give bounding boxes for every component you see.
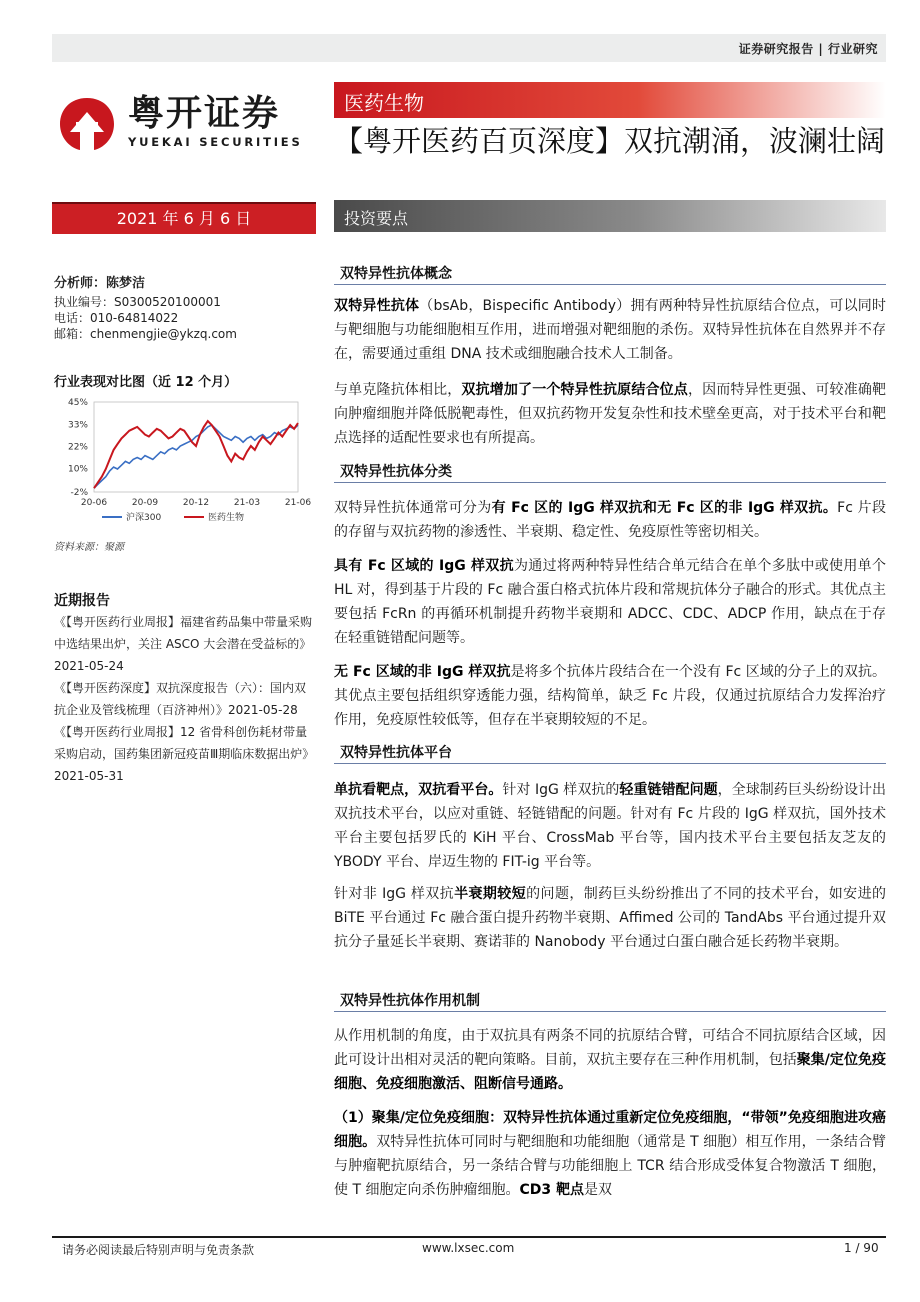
bold-term: 单抗看靶点，双抗看平台。 bbox=[334, 782, 503, 798]
footer-divider bbox=[52, 1236, 886, 1238]
section-heading-mechanism bbox=[334, 989, 886, 1012]
section-heading-classification bbox=[334, 460, 886, 483]
y-tick-label: 10% bbox=[67, 464, 88, 475]
recent-report-item[interactable]: 《【粤开医药行业周报】12 省骨科创伤耗材带量采购启动，国药集团新冠疫苗Ⅲ期临床数据出炉》2021-05-31 bbox=[54, 725, 315, 783]
page-number: 1 / 90 bbox=[844, 1241, 879, 1255]
sector-banner bbox=[334, 82, 886, 118]
bold-term: 双特异性抗体 bbox=[334, 298, 420, 314]
report-type-tag: 证券研究报告 | 行业研究 bbox=[738, 42, 878, 56]
performance-chart bbox=[54, 390, 312, 536]
section-heading-text: 双特异性抗体概念 bbox=[340, 266, 452, 282]
y-tick-label: 22% bbox=[67, 442, 88, 453]
chart-source: 资料来源：聚源 bbox=[54, 542, 124, 553]
logo-mark-icon bbox=[56, 94, 118, 152]
recent-reports-list bbox=[54, 611, 316, 787]
company-logo bbox=[56, 94, 312, 152]
series-line-1 bbox=[94, 421, 298, 488]
analyst-cert: 执业编号：S0300520100001 bbox=[54, 295, 221, 309]
x-tick-label: 20-06 bbox=[80, 498, 108, 508]
footer-disclaimer: 请务必阅读最后特别声明与免责条款 bbox=[62, 1243, 255, 1257]
y-tick-label: 45% bbox=[67, 398, 88, 408]
paragraph-concept-2: 与单克隆抗体相比，双抗增加了一个特异性抗原结合位点，因而特异性更强、可较准确靶向肿瘤细胞并降低脱靶毒性，但双抗药物开发复杂性和技术壁垒更高，对于技术平台和靶点选择的适配性要求也有所提高。 bbox=[334, 382, 887, 446]
report-date: 2021 年 6 月 6 日 bbox=[52, 202, 316, 234]
top-banner bbox=[52, 34, 886, 62]
report-title: 【粤开医药百页深度】双抗潮涌，波澜壮阔 bbox=[334, 124, 886, 158]
bold-term: 聚集/定位免疫细胞、免疫细胞激活、阻断信号通路。 bbox=[334, 1052, 886, 1092]
section-heading-text: 双特异性抗体分类 bbox=[340, 464, 452, 480]
x-tick-label: 20-09 bbox=[131, 498, 159, 508]
paragraph-platform-1: 单抗看靶点，双抗看平台。针对 IgG 样双抗的轻重链错配问题，全球制药巨头纷纷设计出双抗技术平台，以应对重链、轻链错配的问题。针对有 Fc 片段的 IgG 样双抗，国外技术平台主要包括罗氏的 KiH 平台、CrossMab 平台等，国内技术平台主要包括友芝友的 YBODY 平台、岸迈生物的 FIT-ig 平台等。 bbox=[334, 782, 887, 870]
bold-term: 双抗增加了一个特异性抗原结合位点 bbox=[461, 382, 688, 398]
y-tick-label: -2% bbox=[70, 488, 88, 498]
investment-summary-label: 投资要点 bbox=[344, 209, 409, 228]
bold-term: 具有 Fc 区域的 IgG 样双抗 bbox=[334, 558, 514, 574]
paragraph-mechanism-2: （1）聚集/定位免疫细胞：双特异性抗体通过重新定位免疫细胞，“带领”免疫细胞进攻癌细胞。双特异性抗体可同时与靶细胞和功能细胞（通常是 T 细胞）相互作用，一条结合臂与肿瘤靶抗原结合，另一条结合臂与功能细胞上 TCR 结合形成受体复合物激活 T 细胞，使 T 细胞定向杀伤肿瘤细胞。CD3 靶点是双 bbox=[334, 1110, 887, 1198]
bold-term: 无 Fc 区域的非 IgG 样双抗 bbox=[334, 664, 511, 680]
x-tick-label: 21-06 bbox=[284, 498, 312, 508]
bold-term: 半衰期较短 bbox=[454, 886, 527, 902]
paragraph-classification-1: 双特异性抗体通常可分为有 Fc 区的 IgG 样双抗和无 Fc 区的非 IgG 样双抗。Fc 片段的存留与双抗药物的渗透性、半衰期、稳定性、免疫原性等密切相关。 bbox=[334, 500, 887, 540]
analyst-phone: 电话：010-64814022 bbox=[54, 311, 179, 325]
footer-website-link[interactable]: www.lxsec.com bbox=[422, 1241, 515, 1255]
bold-term: CD3 靶点 bbox=[519, 1182, 584, 1198]
logo-chinese-name: 粤开证券 bbox=[128, 93, 281, 134]
paragraph-classification-3: 无 Fc 区域的非 IgG 样双抗是将多个抗体片段结合在一个没有 Fc 区域的分子上的双抗。其优点主要包括组织穿透能力强，结构简单，缺乏 Fc 片段，仅通过抗原结合力发挥治疗作用，免疫原性较低等，但存在半衰期较短的不足。 bbox=[334, 664, 886, 728]
analyst-name: 分析师：陈梦洁 bbox=[54, 276, 146, 291]
paragraph-platform-2: 针对非 IgG 样双抗半衰期较短的问题，制药巨头纷纷推出了不同的技术平台，如安进的 BiTE 平台通过 Fc 融合蛋白提升药物半衰期、Affimed 公司的 TandAbs 平台通过提升双抗分子量延长半衰期、赛诺菲的 Nanobody 平台通过白蛋白融合延长药物半衰期。 bbox=[334, 886, 887, 950]
recent-report-item[interactable]: 《【粤开医药深度】双抗深度报告（六）：国内双抗企业及管线梳理（百济神州）》2021-05-28 bbox=[54, 681, 307, 717]
y-tick-label: 33% bbox=[67, 420, 88, 431]
paragraph-classification-2: 具有 Fc 区域的 IgG 样双抗为通过将两种特异性结合单元结合在单个多肽中或使用单个 HL 对，得到基于片段的 Fc 融合蛋白格式抗体片段和常规抗体分子融合的形式。其优点主要包括 FcRn 的再循环机制提升药物半衰期和 ADCC、CDC、ADCP 作用，缺点在于存在轻重链错配问题等。 bbox=[334, 558, 886, 646]
bold-term: （1）聚集/定位免疫细胞：双特异性抗体通过重新定位免疫细胞，“带领”免疫细胞进攻癌细胞。 bbox=[334, 1110, 886, 1150]
legend-label: 医药生物 bbox=[208, 513, 245, 523]
sector-label: 医药生物 bbox=[344, 91, 424, 115]
section-heading-platform bbox=[334, 741, 886, 764]
analyst-info bbox=[54, 276, 314, 342]
analyst-email: 邮箱：chenmengjie@ykzq.com bbox=[54, 327, 237, 341]
section-heading-text: 双特异性抗体作用机制 bbox=[340, 993, 480, 1009]
x-tick-label: 21-03 bbox=[233, 498, 261, 508]
chart-title: 行业表现对比图（近 12 个月） bbox=[54, 375, 238, 390]
bold-term: 轻重链错配问题 bbox=[619, 782, 718, 798]
logo-english-name: YUEKAI SECURITIES bbox=[128, 135, 303, 149]
section-heading-text: 双特异性抗体平台 bbox=[340, 745, 452, 761]
x-tick-label: 20-12 bbox=[182, 498, 210, 508]
recent-report-item[interactable]: 《【粤开医药行业周报】福建省药品集中带量采购中选结果出炉，关注 ASCO 大会潜在受益标的》2021-05-24 bbox=[54, 615, 313, 673]
paragraph-concept-1: 双特异性抗体（bsAb，Bispecific Antibody）拥有两种特异性抗原结合位点，可以同时与靶细胞与功能细胞相互作用，进而增强对靶细胞的杀伤。双特异性抗体在自然界并不存在，需要通过重组 DNA 技术或细胞融合技术人工制备。 bbox=[334, 298, 887, 362]
bold-term: 有 Fc 区的 IgG 样双抗和无 Fc 区的非 IgG 样双抗。 bbox=[491, 500, 838, 516]
section-heading-concept bbox=[334, 262, 886, 285]
legend-label: 沪深300 bbox=[126, 513, 162, 523]
recent-reports-title: 近期报告 bbox=[54, 593, 110, 609]
paragraph-mechanism-1: 从作用机制的角度，由于双抗具有两条不同的抗原结合臂，可结合不同抗原结合区域，因此可设计出相对灵活的靶向策略。目前，双抗主要存在三种作用机制，包括聚集/定位免疫细胞、免疫细胞激活、阻断信号通路。 bbox=[334, 1028, 886, 1092]
investment-summary-banner bbox=[334, 200, 886, 232]
